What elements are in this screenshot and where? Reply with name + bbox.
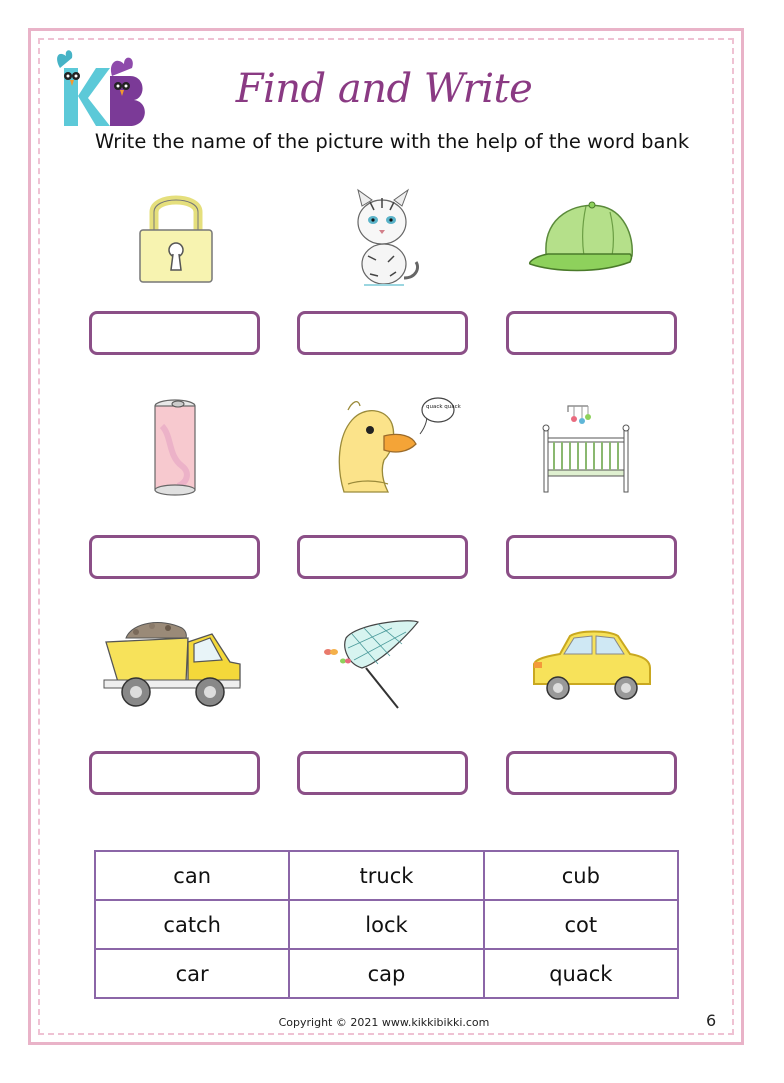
answer-box-1[interactable] [89,311,260,355]
butterfly-net-icon [318,618,422,710]
word-bank-cell: cot [484,900,678,949]
baby-cot-icon [540,402,632,494]
page-number: 6 [706,1011,717,1030]
car-icon [530,628,654,704]
page-title: Find and Write [235,66,533,112]
word-bank-cell: car [95,949,289,998]
word-bank-row [95,900,678,949]
padlock-icon [134,190,218,286]
word-bank-cell: can [95,851,289,900]
answer-box-7[interactable] [89,751,260,795]
word-bank-cell: truck [289,851,483,900]
duck-speech-text: quack quack [426,404,461,410]
duck-icon [330,396,461,498]
cap-icon [526,196,636,280]
word-bank-cell: cub [484,851,678,900]
answer-box-8[interactable] [297,751,468,795]
answer-box-9[interactable] [506,751,677,795]
instructions: Write the name of the picture with the help of the word bank [94,130,690,153]
answer-box-2[interactable] [297,311,468,355]
answer-box-5[interactable] [297,535,468,579]
answer-box-4[interactable] [89,535,260,579]
copyright-footer: Copyright © 2021 www.kikkibikki.com [278,1016,490,1029]
soda-can-icon [148,396,202,498]
word-bank-cell: lock [289,900,483,949]
word-bank-row [95,851,678,900]
word-bank-cell: cap [289,949,483,998]
word-bank-cell: catch [95,900,289,949]
dump-truck-icon [102,612,242,712]
word-bank-row [95,949,678,998]
answer-box-6[interactable] [506,535,677,579]
answer-box-3[interactable] [506,311,677,355]
word-bank-cell: quack [484,949,678,998]
tiger-cub-icon [344,186,424,290]
word-bank-table [94,850,679,999]
